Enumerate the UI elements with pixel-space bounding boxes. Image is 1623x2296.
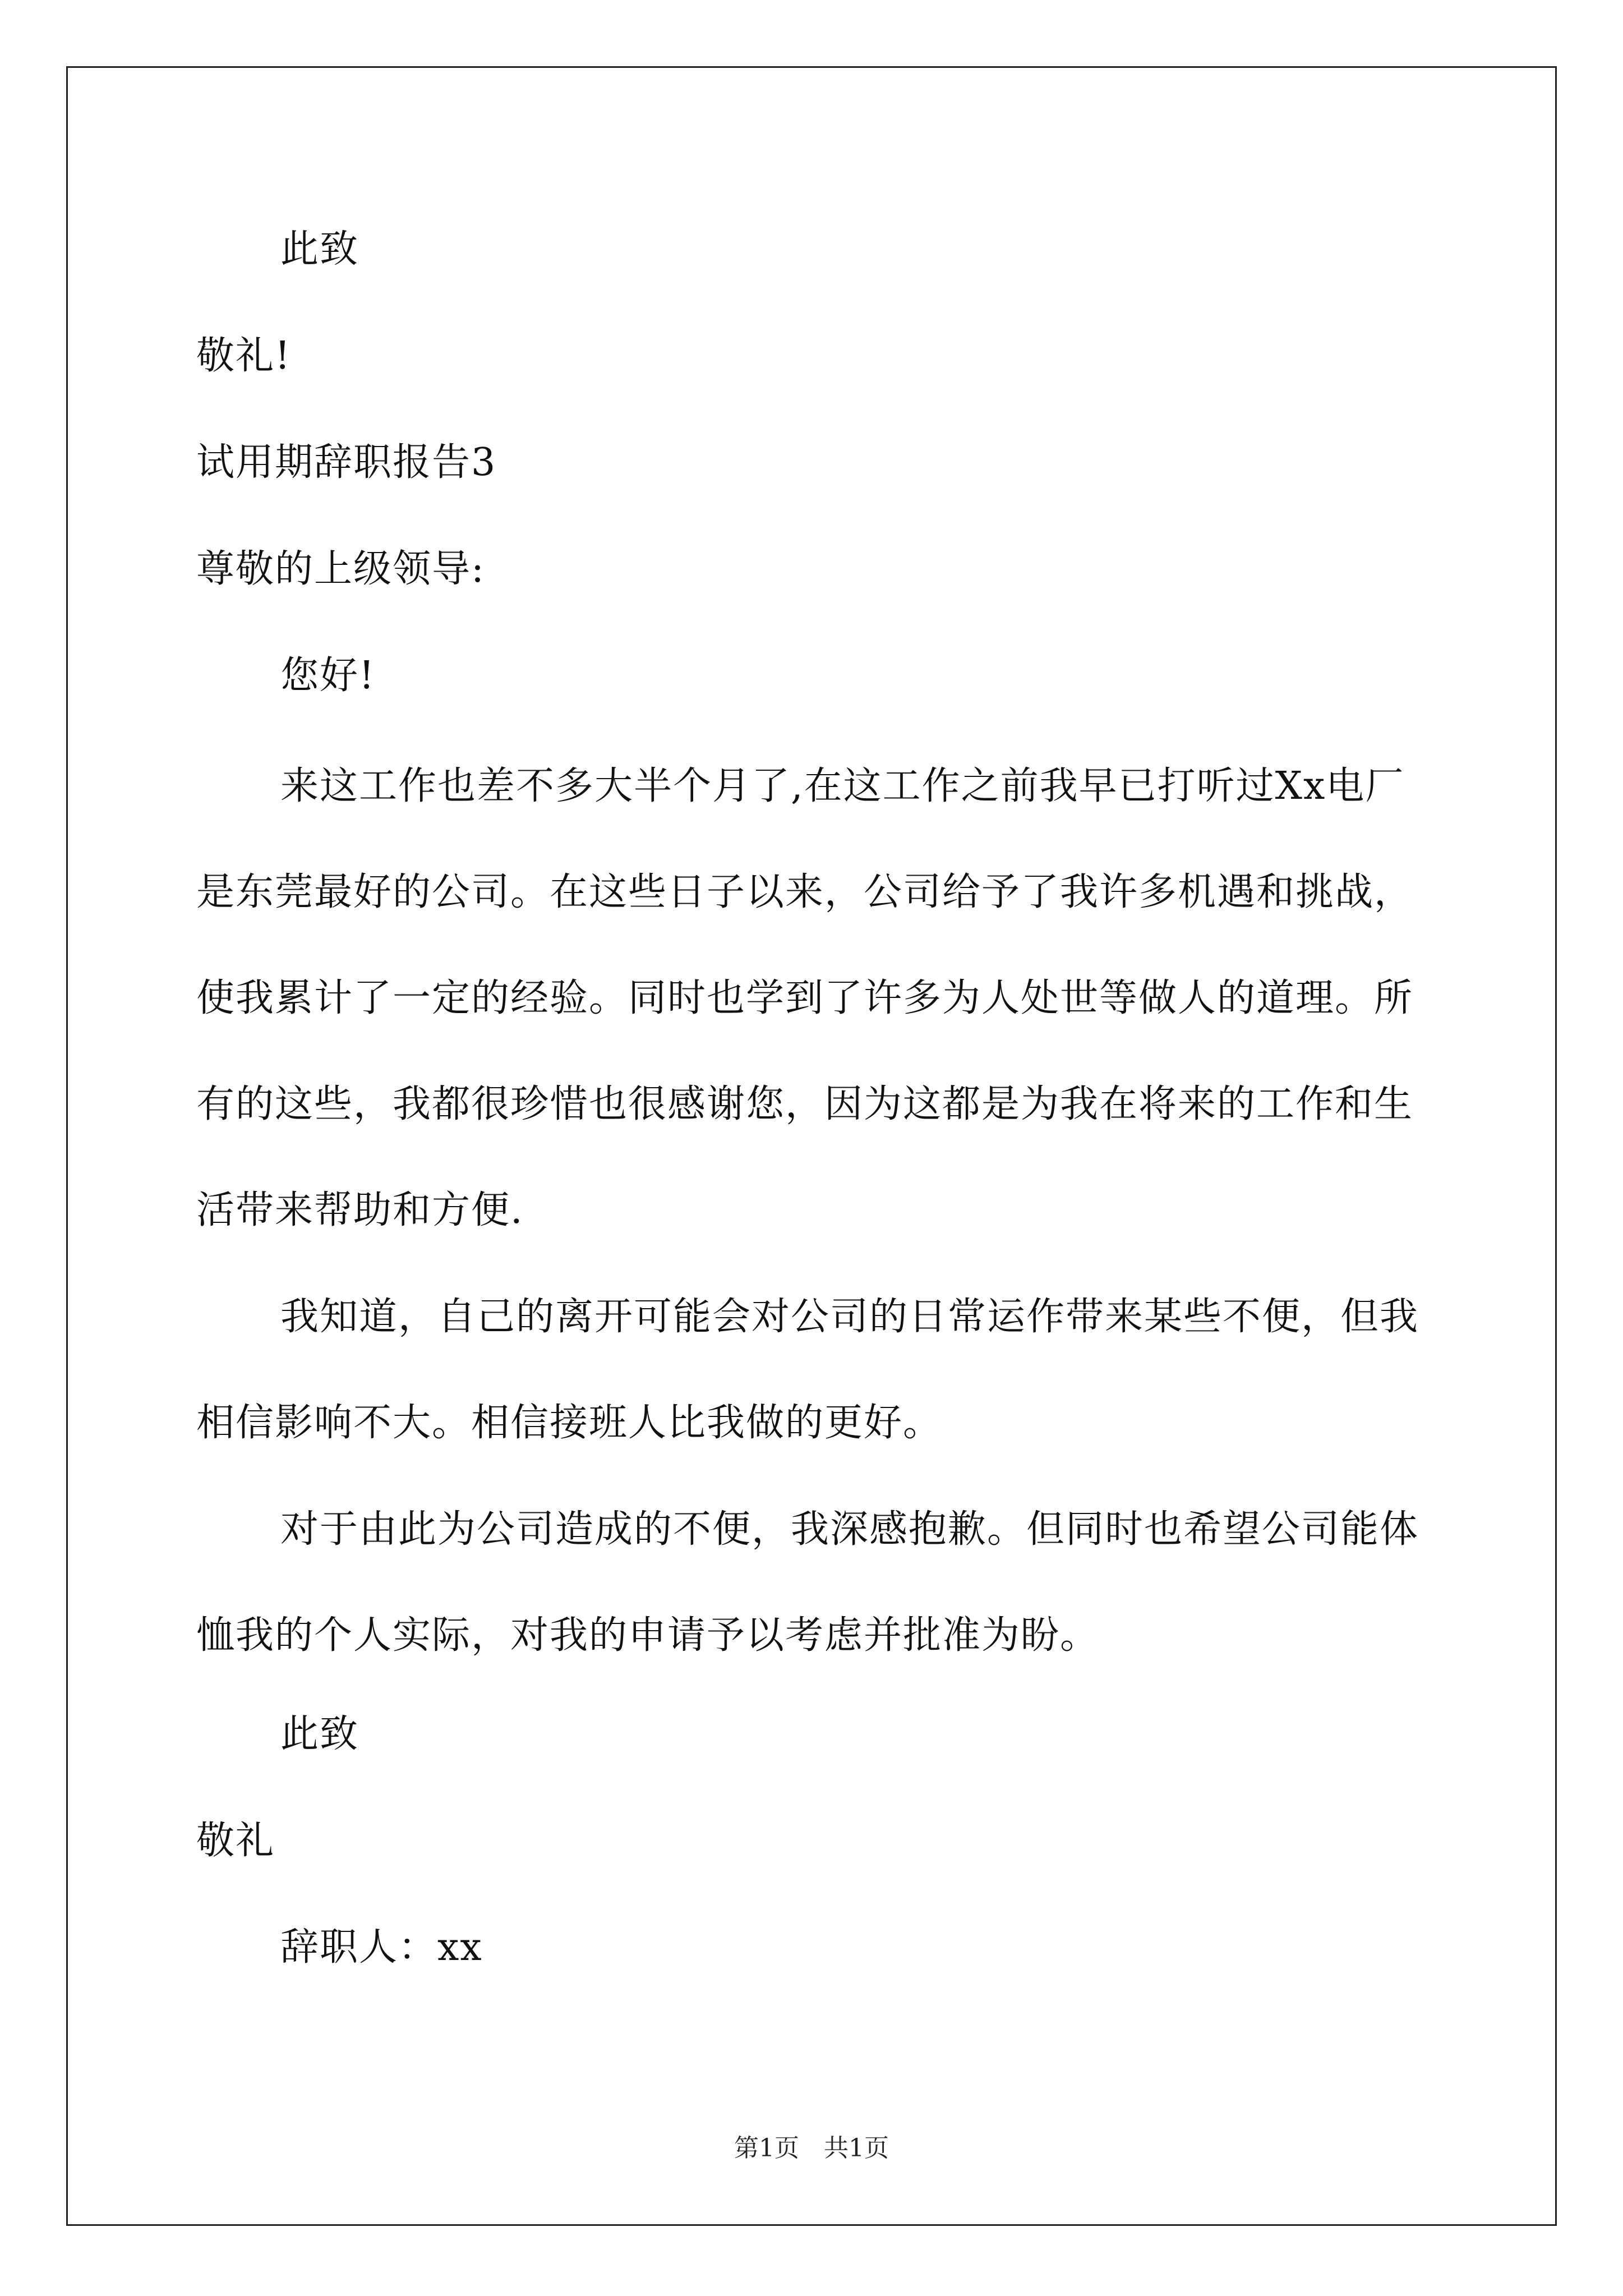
body-paragraph-3: 对于由此为公司造成的不便，我深感抱歉。但同时也希望公司能体恤我的个人实际，对我的申请予以考虑并批准为盼。 — [196, 1507, 1419, 1658]
salutation-line: 此致 — [280, 227, 359, 272]
closing-regards: 敬礼 — [196, 1819, 275, 1863]
recipient-line: 尊敬的上级领导: — [196, 547, 485, 591]
closing-salutation: 此致 — [280, 1712, 359, 1756]
regards-line: 敬礼! — [196, 334, 292, 378]
body-paragraph-1: 来这工作也差不多大半个月了,在这工作之前我早已打听过Xx电厂是东莞最好的公司。在这些日子以来，公司给予了我许多机遇和挑战，使我累计了一定的经验。同时也学到了许多为人处世等做人的道理。所有的这些，我都很珍惜也很感谢您，因为这都是为我在将来的工作和生活带来帮助和方便. — [196, 764, 1414, 1232]
body-paragraph-2: 我知道，自己的离开可能会对公司的日常运作带来某些不便，但我相信影响不大。相信接班人比我做的更好。 — [196, 1295, 1419, 1445]
report-title: 试用期辞职报告3 — [196, 440, 497, 485]
greeting-line: 您好! — [280, 654, 376, 698]
page-footer: 第1页 共1页 — [734, 2134, 889, 2162]
signature-line: 辞职人：xx — [280, 1925, 483, 1970]
